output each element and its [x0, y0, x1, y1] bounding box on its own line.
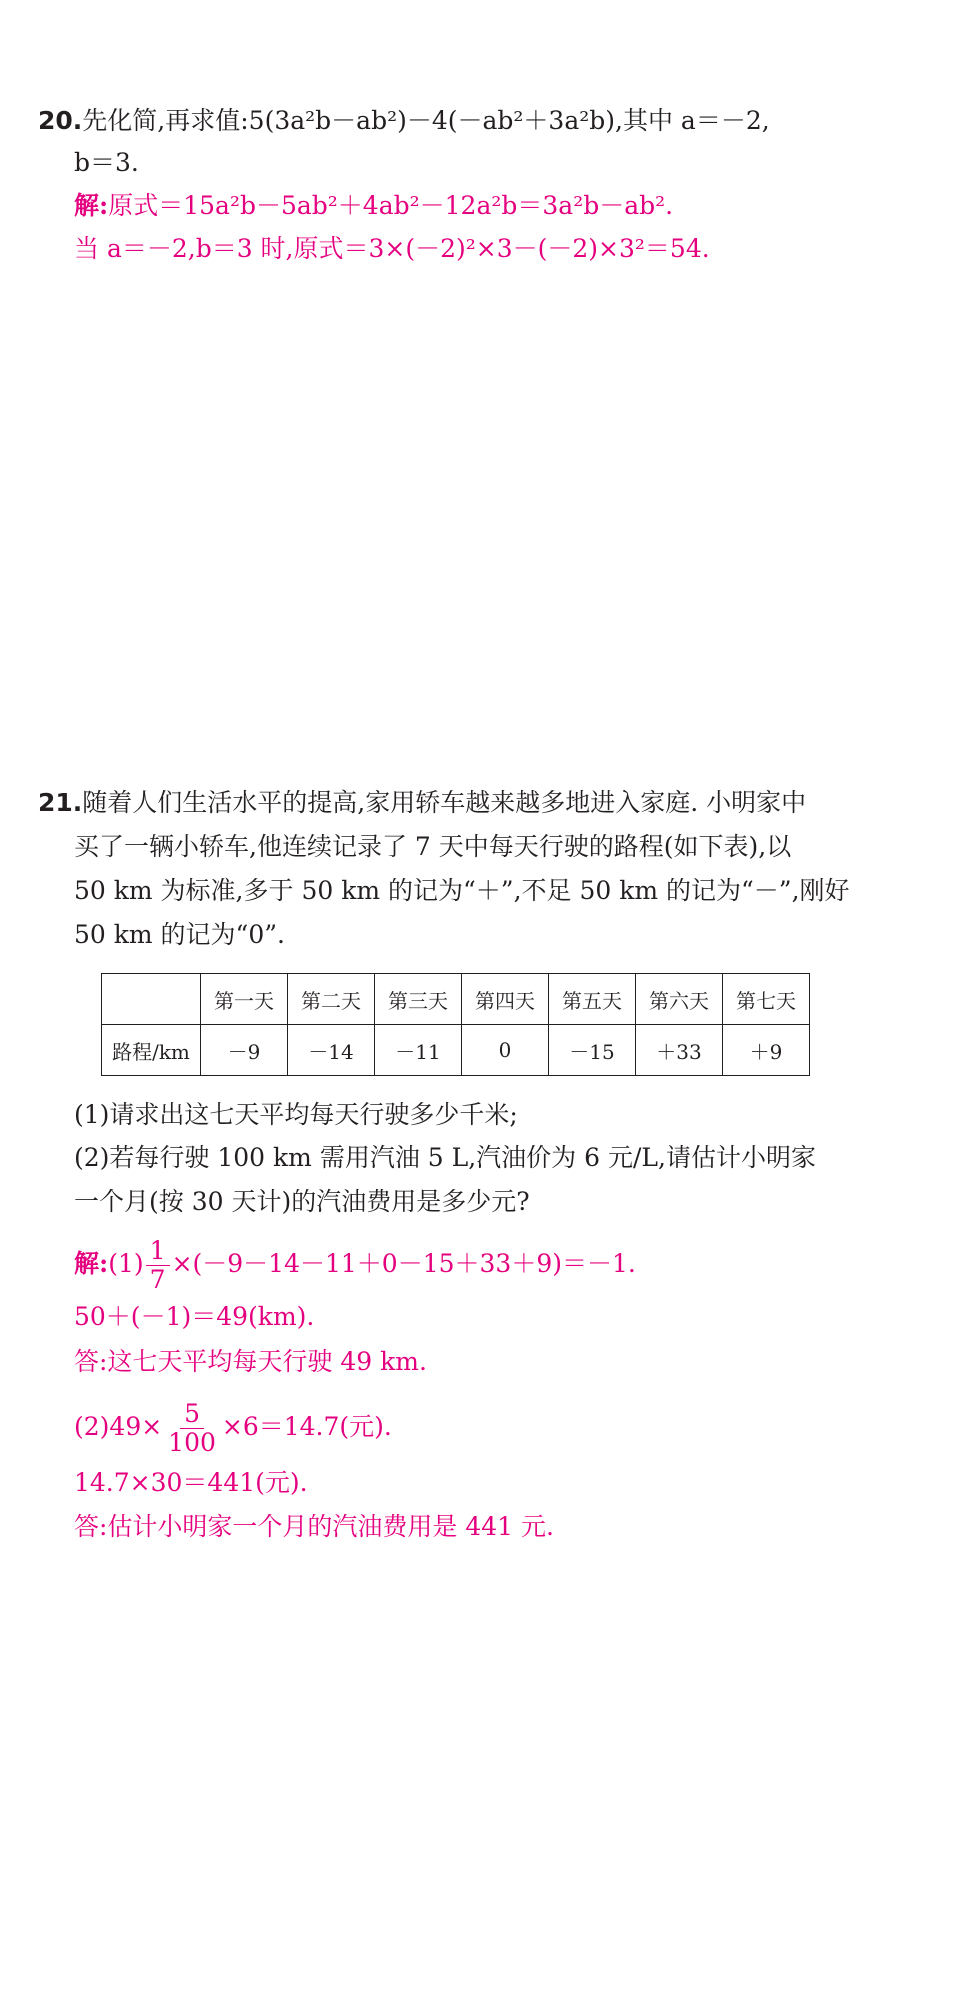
fraction-numerator: 1	[146, 1237, 170, 1266]
q20-stem-line-2: b＝3.	[74, 148, 139, 177]
q21-answer-line-3: 答:这七天平均每天行驶 49 km.	[74, 1347, 427, 1376]
table-row	[102, 1025, 810, 1076]
table-header-cell: 第四天	[462, 974, 549, 1025]
table-header-cell: 第二天	[288, 974, 375, 1025]
distance-table	[101, 973, 810, 1076]
q21-sub-question-2-line-2: 一个月(按 30 天计)的汽油费用是多少元?	[74, 1187, 530, 1216]
q21-sub-question-2-line-1: (2)若每行驶 100 km 需用汽油 5 L,汽油价为 6 元/L,请估计小明家	[74, 1143, 816, 1172]
q21-answer-label: 解:	[74, 1249, 109, 1278]
table-row-label: 路程/km	[102, 1025, 201, 1076]
q20-answer-label: 解:	[74, 191, 109, 220]
q21-answer-2-suffix: ×6＝14.7(元).	[221, 1412, 392, 1441]
table-header-cell: 第五天	[549, 974, 636, 1025]
q21-stem-line-1	[38, 786, 806, 820]
q20-answer-line-2: 当 a＝－2,b＝3 时,原式＝3×(－2)²×3－(－2)×3²＝54.	[74, 234, 710, 263]
table-cell: ＋9	[723, 1025, 810, 1076]
fraction-numerator: 5	[180, 1400, 204, 1429]
q21-number: 21.	[38, 788, 83, 817]
table-header-cell	[102, 974, 201, 1025]
table-header-row	[102, 974, 810, 1025]
q20-stem-text: 先化简,再求值:5(3a²b－ab²)－4(－ab²＋3a²b),其中 a＝－2,	[82, 106, 770, 135]
q21-answer-1-suffix: ×(－9－14－11＋0－15＋33＋9)＝－1.	[171, 1249, 636, 1278]
q21-stem-text-1: 随着人们生活水平的提高,家用轿车越来越多地进入家庭. 小明家中	[82, 788, 807, 817]
q20-answer-line-1	[74, 189, 673, 223]
q21-answer-line-6: 答:估计小明家一个月的汽油费用是 441 元.	[74, 1512, 554, 1541]
q21-answer-line-1	[74, 1237, 636, 1294]
q21-answer-2-prefix: (2)49×	[74, 1412, 163, 1441]
table-cell: －9	[201, 1025, 288, 1076]
fraction-one-seventh	[146, 1237, 170, 1294]
table-cell: －15	[549, 1025, 636, 1076]
q20-answer-text-1: 原式＝15a²b－5ab²＋4ab²－12a²b＝3a²b－ab².	[108, 191, 674, 220]
q21-sub-question-1: (1)请求出这七天平均每天行驶多少千米;	[74, 1100, 518, 1129]
table-header-cell: 第七天	[723, 974, 810, 1025]
q20-stem-line-1	[38, 104, 770, 138]
q21-stem-line-4: 50 km 的记为“0”.	[74, 920, 285, 949]
fraction-denominator: 100	[168, 1428, 216, 1457]
table-header-cell: 第六天	[636, 974, 723, 1025]
table-header-cell: 第三天	[375, 974, 462, 1025]
fraction-five-hundredths	[164, 1400, 220, 1457]
table-header-cell: 第一天	[201, 974, 288, 1025]
table-cell: －11	[375, 1025, 462, 1076]
q20-number: 20.	[38, 106, 83, 135]
table-cell: －14	[288, 1025, 375, 1076]
q21-answer-line-4	[74, 1400, 392, 1457]
q21-answer-line-5: 14.7×30＝441(元).	[74, 1468, 308, 1497]
table-cell: ＋33	[636, 1025, 723, 1076]
q21-answer-line-2: 50＋(－1)＝49(km).	[74, 1302, 315, 1331]
q21-stem-line-2: 买了一辆小轿车,他连续记录了 7 天中每天行驶的路程(如下表),以	[74, 832, 792, 861]
table-cell: 0	[462, 1025, 549, 1076]
q21-answer-1-prefix: (1)	[108, 1249, 144, 1278]
fraction-denominator: 7	[149, 1265, 166, 1294]
q21-stem-line-3: 50 km 为标准,多于 50 km 的记为“＋”,不足 50 km 的记为“－”,刚好	[74, 876, 850, 905]
